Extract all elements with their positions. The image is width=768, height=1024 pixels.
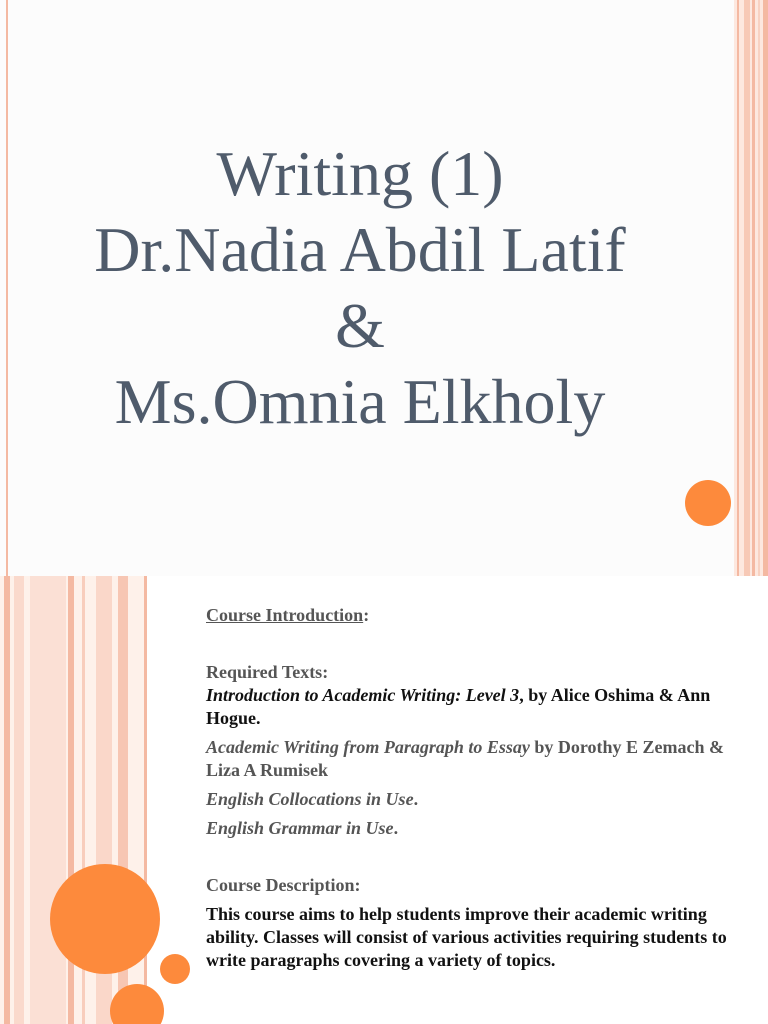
text-item-3: English Collocations in Use.	[206, 789, 419, 809]
large-orange-circle	[50, 864, 160, 974]
course-description-label: Course Description:	[206, 875, 361, 895]
slide-title-line-3: &	[335, 290, 385, 361]
course-intro-heading: Course Introduction:	[206, 605, 370, 625]
course-description-text: This course aims to help students improve their academic writing ability. Classes will consist of various activities requiring students to write paragraphs covering a variety of topics.	[206, 904, 727, 970]
text-item-4: English Grammar in Use.	[206, 818, 399, 838]
slide-title-line-4: Ms.Omnia Elkholy	[114, 366, 606, 437]
slide-title-line-1: Writing (1)	[216, 138, 504, 209]
text-item-1: Introduction to Academic Writing: Level 3, by Alice Oshima & Ann Hogue.	[206, 685, 711, 728]
slide-title-line-2: Dr.Nadia Abdil Latif	[94, 214, 626, 285]
small-orange-circle	[160, 954, 190, 984]
required-texts-label: Required Texts:	[206, 662, 329, 682]
course-content	[206, 604, 762, 972]
text-item-2: Academic Writing from Paragraph to Essay by Dorothy E Zemach & Liza A Rumisek	[206, 737, 725, 780]
medium-orange-circle	[110, 984, 164, 1024]
course-intro-slide	[0, 576, 768, 1024]
orange-circle-decoration	[685, 480, 731, 526]
